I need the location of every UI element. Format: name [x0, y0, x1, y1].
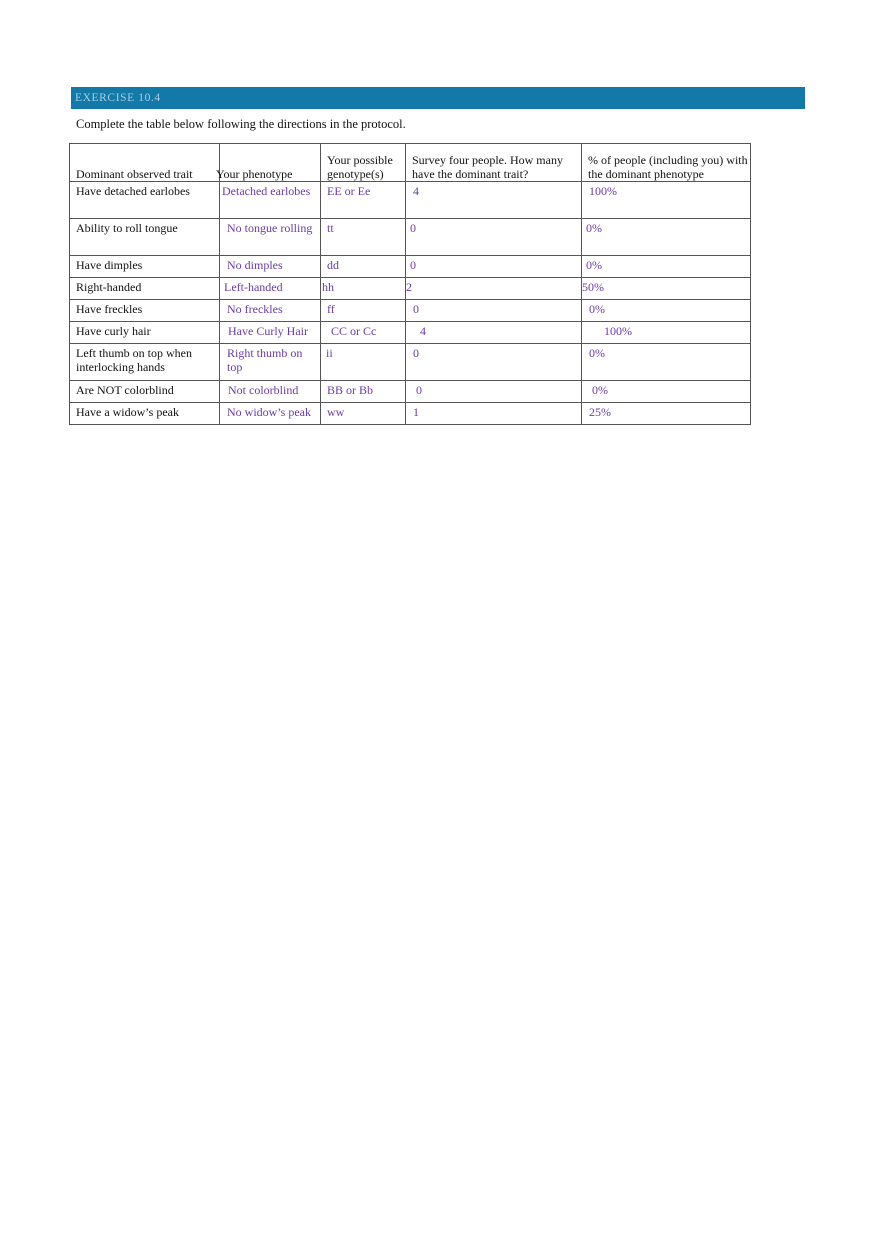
count-cell[interactable]: 1 [406, 403, 582, 425]
genotype-cell[interactable]: hh [321, 278, 406, 300]
trait-survey-table [69, 143, 751, 425]
trait-cell: Have dimples [70, 256, 220, 278]
exercise-title: EXERCISE 10.4 [75, 92, 161, 104]
percent-cell[interactable]: 25% [582, 403, 751, 425]
genotype-cell[interactable]: ii [321, 344, 406, 381]
genotype-cell[interactable]: CC or Cc [321, 322, 406, 344]
count-cell[interactable]: 0 [406, 381, 582, 403]
table-row [70, 344, 751, 381]
trait-cell: Are NOT colorblind [70, 381, 220, 403]
genotype-cell[interactable]: BB or Bb [321, 381, 406, 403]
genotype-cell[interactable]: ff [321, 300, 406, 322]
genotype-cell[interactable]: ww [321, 403, 406, 425]
count-cell[interactable]: 0 [406, 219, 582, 256]
exercise-banner [71, 87, 805, 109]
phenotype-cell[interactable]: No widow’s peak [220, 403, 321, 425]
header-your-phenotype: Your phenotype [220, 144, 321, 182]
phenotype-cell[interactable]: No freckles [220, 300, 321, 322]
phenotype-cell[interactable]: Not colorblind [220, 381, 321, 403]
phenotype-cell[interactable]: Have Curly Hair [220, 322, 321, 344]
table-header-row [70, 144, 751, 182]
percent-cell[interactable]: 100% [582, 182, 751, 219]
percent-cell[interactable]: 0% [582, 256, 751, 278]
percent-cell[interactable]: 100% [582, 322, 751, 344]
percent-cell[interactable]: 50% [582, 278, 751, 300]
count-cell[interactable]: 0 [406, 344, 582, 381]
percent-cell[interactable]: 0% [582, 381, 751, 403]
phenotype-cell[interactable]: Left-handed [220, 278, 321, 300]
table-row [70, 381, 751, 403]
genotype-cell[interactable]: tt [321, 219, 406, 256]
phenotype-cell[interactable]: No tongue rolling [220, 219, 321, 256]
percent-cell[interactable]: 0% [582, 219, 751, 256]
instructions-text: Complete the table below following the directions in the protocol. [76, 117, 406, 131]
table-row [70, 278, 751, 300]
genotype-cell[interactable]: EE or Ee [321, 182, 406, 219]
trait-cell: Have curly hair [70, 322, 220, 344]
genotype-cell[interactable]: dd [321, 256, 406, 278]
header-dominant-trait: Dominant observed trait [70, 144, 220, 182]
header-percent-dominant: % of people (including you) with the dominant phenotype [582, 144, 751, 182]
table-row [70, 182, 751, 219]
phenotype-cell[interactable]: Right thumb on top [220, 344, 321, 381]
percent-cell[interactable]: 0% [582, 344, 751, 381]
table-row [70, 300, 751, 322]
trait-cell: Have detached earlobes [70, 182, 220, 219]
trait-cell: Have freckles [70, 300, 220, 322]
table-row [70, 322, 751, 344]
trait-cell: Right-handed [70, 278, 220, 300]
count-cell[interactable]: 4 [406, 322, 582, 344]
table-row [70, 219, 751, 256]
count-cell[interactable]: 4 [406, 182, 582, 219]
header-possible-genotypes: Your possible genotype(s) [321, 144, 406, 182]
trait-cell: Ability to roll tongue [70, 219, 220, 256]
count-cell[interactable]: 0 [406, 256, 582, 278]
trait-cell: Left thumb on top when interlocking hands [70, 344, 220, 381]
table-row [70, 256, 751, 278]
percent-cell[interactable]: 0% [582, 300, 751, 322]
count-cell[interactable]: 2 [406, 278, 582, 300]
table-row [70, 403, 751, 425]
count-cell[interactable]: 0 [406, 300, 582, 322]
header-survey-count: Survey four people. How many have the dominant trait? [406, 144, 582, 182]
trait-cell: Have a widow’s peak [70, 403, 220, 425]
phenotype-cell[interactable]: No dimples [220, 256, 321, 278]
phenotype-cell[interactable]: Detached earlobes [220, 182, 321, 219]
